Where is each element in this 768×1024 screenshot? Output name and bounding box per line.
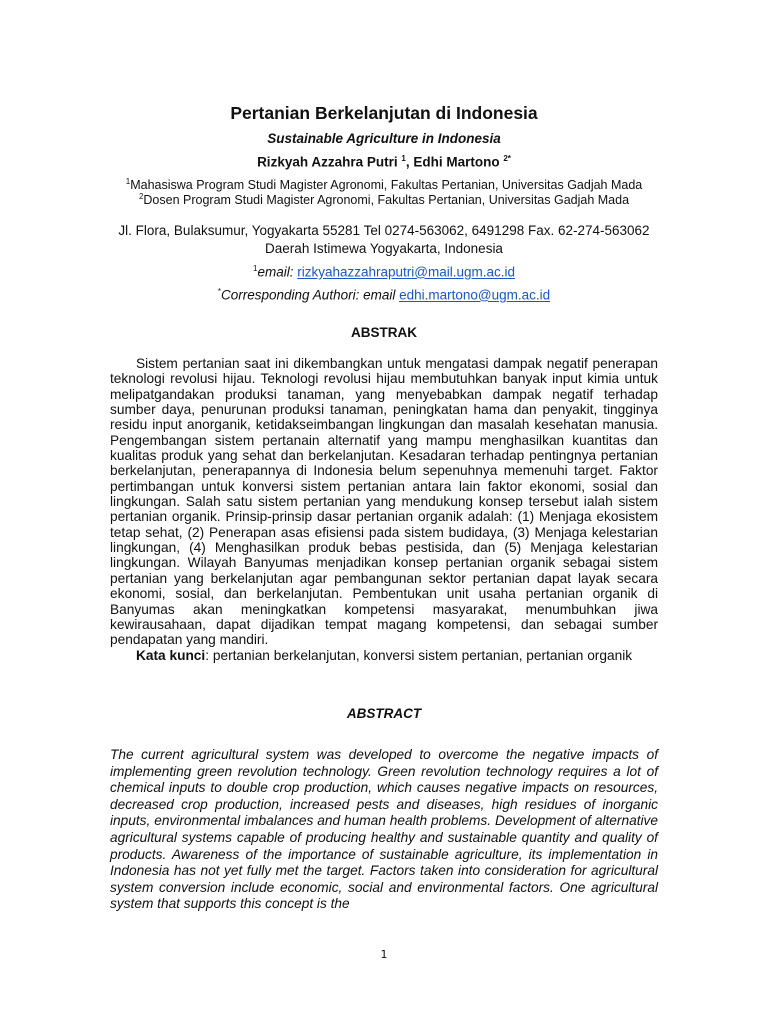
corresponding-author-line <box>0 287 768 303</box>
institution-address: Jl. Flora, Bulaksumur, Yogyakarta 55281 Tel 0274-563062, 6491298 Fax. 62-274-563062 Daerah Istimewa Yogyakarta, Indonesia <box>118 223 650 256</box>
keywords-line <box>110 648 658 663</box>
abstract-section <box>110 747 658 913</box>
abstrak-section <box>110 356 658 663</box>
keywords-text: : pertanian berkelanjutan, konversi sistem pertanian, pertanian organik <box>205 647 633 663</box>
affiliation-superscript: 2 <box>138 192 144 201</box>
abstract-heading: ABSTRACT <box>346 706 422 721</box>
email-superscript: 1 <box>252 264 258 273</box>
author-name: Edhi Martono <box>413 154 500 170</box>
corresponding-superscript: * <box>217 287 221 296</box>
corresponding-email-link[interactable]: edhi.martono@ugm.ac.id <box>399 287 551 303</box>
author-separator: , <box>405 154 414 170</box>
author-superscript: 2* <box>503 154 511 163</box>
page-number: 1 <box>380 948 388 961</box>
abstract-paragraph: The current agricultural system was developed to overcome the negative impacts of implementing green revolution technology. Green revolution technology requires a lot of chemical inputs to double crop production, which causes negative impacts on resources, decreased crop production, increased pests and diseases, high residues of inorganic inputs, environmental imbalances and human health problems. Development of alternative agricultural systems capable of producing healthy and sustainable quantity and quality of products. Awareness of the importance of sustainable agriculture, its implementation in Indonesia has not yet fully met the target. Factors taken into consideration for agricultural system conversion include economic, social and environmental factors. One agricultural system that supports this concept is the <box>110 747 658 912</box>
email-link[interactable]: rizkyahazzahraputri@mail.ugm.ac.id <box>297 264 516 280</box>
keywords-label: Kata kunci <box>136 647 206 663</box>
author-superscript: 1 <box>401 154 406 163</box>
affiliation-line <box>0 177 768 192</box>
affiliation-text: Dosen Program Studi Magister Agronomi, Fakultas Pertanian, Universitas Gadjah Mada <box>143 193 630 208</box>
paper-title: Pertanian Berkelanjutan di Indonesia <box>230 103 538 123</box>
email-label: email <box>257 264 290 280</box>
author-line <box>0 154 768 170</box>
email-colon: : <box>289 264 298 280</box>
email-line <box>0 264 768 280</box>
abstrak-paragraph: Sistem pertanian saat ini dikembangkan untuk mengatasi dampak negatif penerapan teknologi revolusi hijau. Teknologi revolusi hijau membutuhkan banyak input kimia untuk melipatgandakan produksi tanaman, yang menyebabkan dampak negatif terhadap sumber daya, penurunan produksi tanaman, peningkatan hama dan penyakit, tingginya residu input anorganik, ketidakseimbangan lingkungan dan masalah kesehatan manusia. Pengembangan sistem pertanain alternatif yang mampu menghasilkan kuantitas dan kualitas produk yang sehat dan berkelanjutan. Kesadaran terhadap pentingnya pertanian berkelanjutan, penerapannya di Indonesia belum sepenuhnya memenuhi target. Faktor pertimbangan untuk konversi sistem pertanian antara lain faktor ekonomi, sosial dan lingkungan. Salah satu sistem pertanian yang mendukung konsep tersebut ialah sistem pertanian organik. Prinsip-prinsip dasar pertanian organik adalah: (1) Menjaga ekosistem tetap sehat, (2) Penerapan asas efisiensi pada sistem budidaya, (3) Menjaga kelestarian lingkungan, (4) Menghasilkan produk bebas pestisida, dan (5) Menjaga kelestarian lingkungan. Wilayah Banyumas menjadikan konsep pertanian organik sebagai sistem pertanian yang berkelanjutan agar pembangunan sektor pertanian dapat layak secara ekonomi, sosial, dan berkelanjutan. Pembentukan unit usaha pertanian organik di Banyumas akan meningkatkan kompetensi masyarakat, menumbuhkan jiwa kewirausahaan, dapat dijadikan tempat magang kompetensi, dan sebagai sumber pendapatan yang mandiri. <box>110 356 658 648</box>
affiliation-text: Mahasiswa Program Studi Magister Agronomi, Fakultas Pertanian, Universitas Gadjah Mada <box>130 178 643 193</box>
abstrak-heading: ABSTRAK <box>351 325 417 340</box>
affiliation-superscript: 1 <box>125 177 131 186</box>
author-name: Rizkyah Azzahra Putri <box>257 154 398 170</box>
affiliation-line <box>0 192 768 207</box>
paper-subtitle: Sustainable Agriculture in Indonesia <box>267 131 501 146</box>
corresponding-label: Corresponding Authori: email <box>221 287 400 303</box>
